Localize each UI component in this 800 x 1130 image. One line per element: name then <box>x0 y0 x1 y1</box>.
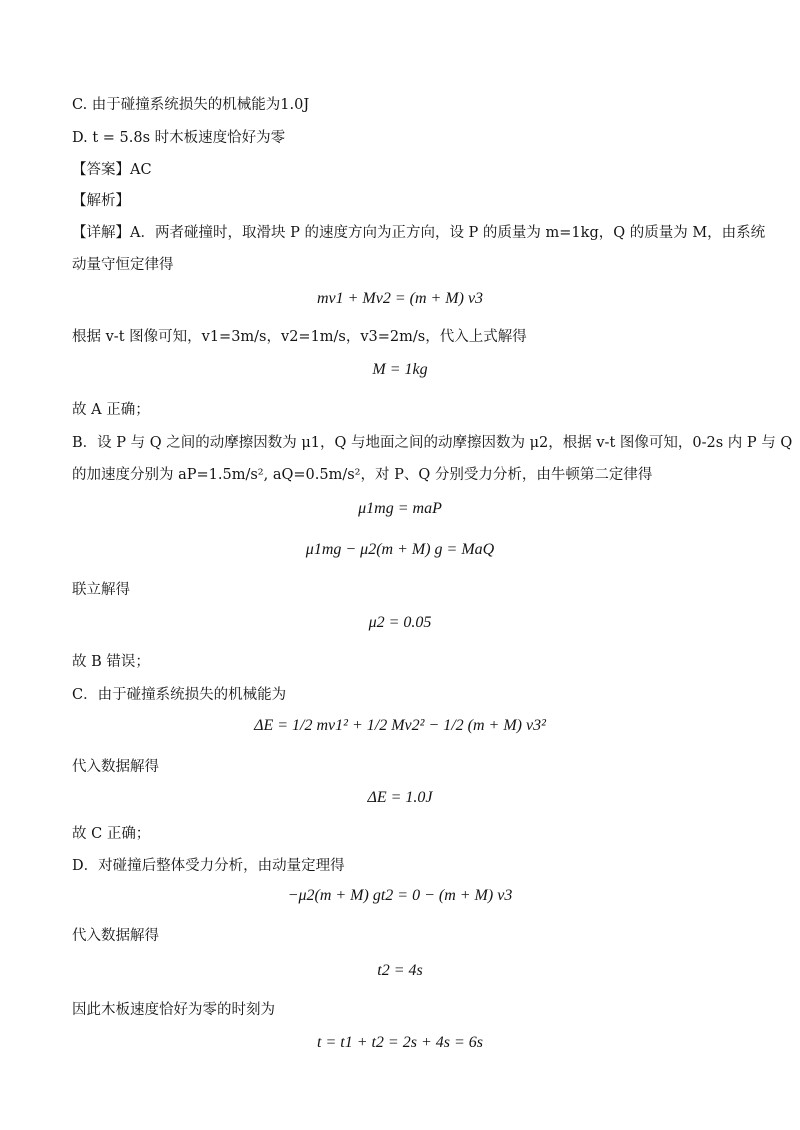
equation-newton-q-text: μ1mg − μ2(m + M) g = MaQ <box>305 541 495 558</box>
detail-a-line2: 动量守恒定律得 <box>72 257 174 273</box>
substitute-line-1: 代入数据解得 <box>72 759 159 775</box>
equation-mu2 <box>0 614 800 632</box>
detail-d-line: D．对碰撞后整体受力分析，由动量定理得 <box>72 858 345 874</box>
conclusion-b: 故 B 错误； <box>72 654 150 670</box>
equation-mu2-text: μ2 = 0.05 <box>368 614 432 631</box>
equation-energy-loss <box>0 717 800 735</box>
detail-c-line: C．由于碰撞系统损失的机械能为 <box>72 687 287 703</box>
equation-newton-p-text: μ1mg = maP <box>358 500 442 517</box>
equation-t2-text: t2 = 4s <box>377 962 423 979</box>
option-c: C. 由于碰撞系统损失的机械能为1.0J <box>72 97 310 113</box>
vt-reading-line: 根据 v-t 图像可知，v1=3m/s，v2=1m/s，v3=2m/s，代入上式解得 <box>72 329 527 345</box>
equation-impulse-text: −μ2(m + M) gt2 = 0 − (m + M) v3 <box>287 887 513 904</box>
equation-impulse <box>0 887 800 905</box>
substitute-line-2: 代入数据解得 <box>72 928 159 944</box>
equation-final-time <box>0 1034 800 1052</box>
equation-newton-p <box>0 500 800 518</box>
equation-energy-value-text: ΔE = 1.0J <box>367 789 433 806</box>
final-time-line: 因此木板速度恰好为零的时刻为 <box>72 1002 275 1018</box>
detail-b-line2: 的加速度分别为 aP=1.5m/s², aQ=0.5m/s²，对 P、Q 分别受力分析，由牛顿第二定律得 <box>72 467 653 483</box>
conclusion-c: 故 C 正确； <box>72 826 151 842</box>
equation-energy-loss-text: ΔE = 1/2 mv1² + 1/2 Mv2² − 1/2 (m + M) v3² <box>254 717 546 734</box>
option-d: D. t = 5.8s 时木板速度恰好为零 <box>72 130 286 146</box>
equation-final-time-text: t = t1 + t2 = 2s + 4s = 6s <box>317 1034 483 1051</box>
equation-momentum-text: mv1 + Mv2 = (m + M) v3 <box>316 290 484 307</box>
detail-a-line1: 【详解】A．两者碰撞时，取滑块 P 的速度方向为正方向，设 P 的质量为 m=1kg，Q 的质量为 M，由系统 <box>72 225 766 241</box>
answer-label: 【答案】AC <box>72 162 152 178</box>
equation-newton-q <box>0 541 800 559</box>
joint-solve-line: 联立解得 <box>72 582 130 598</box>
detail-b-line1: B．设 P 与 Q 之间的动摩擦因数为 μ1，Q 与地面之间的动摩擦因数为 μ2，根据 v-t 图像可知，0-2s 内 P 与 Q <box>72 435 793 451</box>
equation-mass <box>0 361 800 379</box>
analysis-label: 【解析】 <box>72 193 130 209</box>
equation-energy-value <box>0 789 800 807</box>
conclusion-a: 故 A 正确； <box>72 402 150 418</box>
equation-t2 <box>0 962 800 980</box>
equation-mass-text: M = 1kg <box>372 361 428 378</box>
equation-momentum <box>0 290 800 308</box>
